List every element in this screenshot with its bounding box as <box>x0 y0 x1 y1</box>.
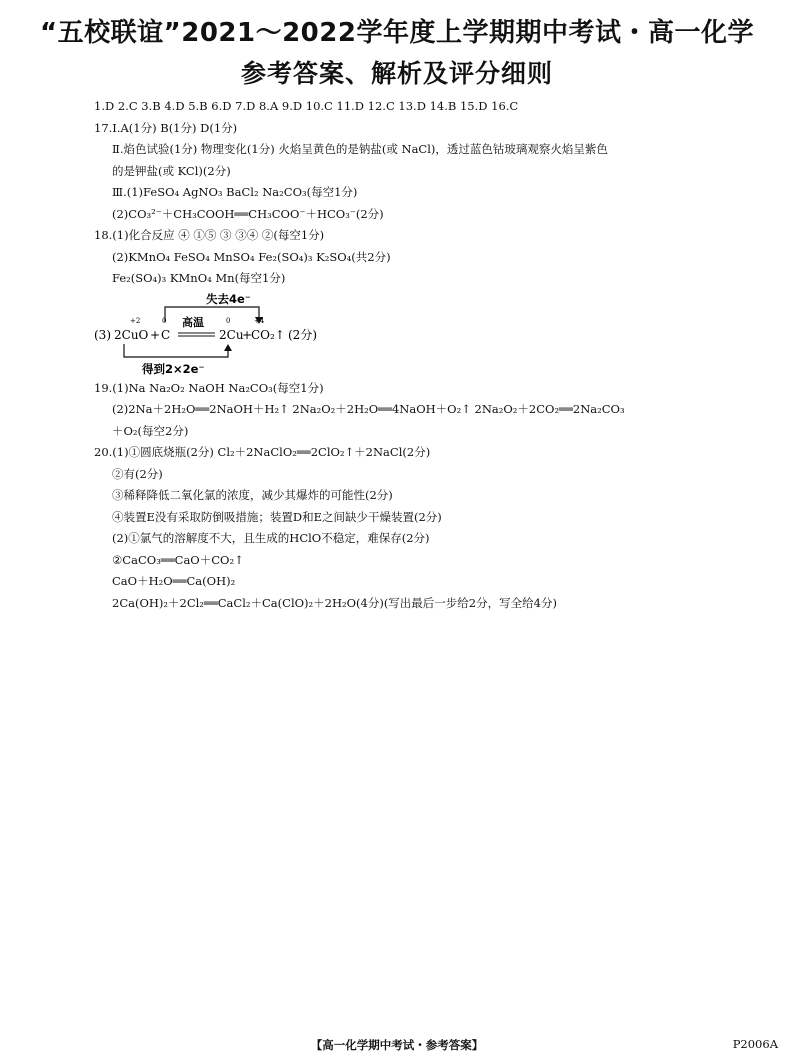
ox-state-cu-product: 0 <box>226 316 231 325</box>
reactant-cuo: 2CuO <box>114 327 149 342</box>
ox-state-c-product: +4 <box>254 316 265 325</box>
reactant-c: C <box>161 327 171 342</box>
footer-code: P2006A <box>732 1037 778 1051</box>
product-cu: 2Cu <box>219 327 244 342</box>
q19-part2-cont: ＋O₂(每空2分) <box>112 423 189 438</box>
q18-part1: 18.(1)化合反应 ④ ①⑤ ③ ③④ ②(每空1分) <box>94 228 325 242</box>
page-subtitle: 参考答案、解析及评分细则 <box>240 59 553 88</box>
q20-part6: ②CaCO₃══CaO＋CO₂↑ <box>112 552 244 567</box>
q20-part2: ②有(2分) <box>112 466 163 481</box>
q18-part2: (2)KMnO₄ FeSO₄ MnSO₄ Fe₂(SO₄)₃ K₂SO₄(共2分) <box>112 249 391 264</box>
page-footer <box>0 1037 794 1055</box>
diagram-score: (2分) <box>288 327 317 342</box>
mc-answers: 1.D 2.C 3.B 4.D 5.B 6.D 7.D 8.A 9.D 10.C 11.D 12.C 13.D 14.B 15.D 16.C <box>94 99 519 113</box>
plus-sign: + <box>150 327 161 342</box>
diagram-prefix: (3) <box>94 327 111 342</box>
product-co2: CO₂↑ <box>251 327 285 342</box>
gain-electron-label: 得到2×2e⁻ <box>142 361 205 376</box>
lose-electron-bracket <box>165 307 259 322</box>
q17-part2: Ⅱ.焰色试验(1分) 物理变化(1分) 火焰呈黄色的是钠盐(或 NaCl)，透过蓝色钴玻璃观察火焰呈紫色 <box>112 142 608 156</box>
q19-part2: (2)2Na＋2H₂O══2NaOH＋H₂↑ 2Na₂O₂＋2H₂O══4NaOH＋O₂↑ 2Na₂O₂＋2CO₂══2Na₂CO₃ <box>112 402 625 416</box>
q18-part2-cont: Fe₂(SO₄)₃ KMnO₄ Mn(每空1分) <box>112 271 286 285</box>
q20-part5: (2)①氯气的溶解度不大，且生成的HClO不稳定，难保存(2分) <box>112 531 430 545</box>
q20-part3: ③稀释降低二氧化氯的浓度，减少其爆炸的可能性(2分) <box>112 488 393 502</box>
q17-part1: 17.Ⅰ.A(1分) B(1分) D(1分) <box>94 120 238 135</box>
q17-part3-1: Ⅲ.(1)FeSO₄ AgNO₃ BaCl₂ Na₂CO₃(每空1分) <box>112 185 358 199</box>
q17-part2-cont: 的是钾盐(或 KCl)(2分) <box>112 163 231 178</box>
page-title: “五校联谊”2021～2022学年度上学期期中考试・高一化学 <box>40 18 754 48</box>
q17-part3-2: (2)CO₃²⁻＋CH₃COOH══CH₃COO⁻＋HCO₃⁻(2分) <box>112 206 384 221</box>
answer-content <box>94 96 784 614</box>
reaction-condition: 高温 <box>182 315 204 329</box>
lose-electron-label: 失去4e⁻ <box>206 291 251 306</box>
redox-bridge-svg <box>94 290 394 378</box>
plus-sign-2: + <box>242 327 253 342</box>
q20-part4: ④装置E没有采取防倒吸措施；装置D和E之间缺少干燥装置(2分) <box>112 509 442 524</box>
q20-part8: 2Ca(OH)₂＋2Cl₂══CaCl₂＋Ca(ClO)₂＋2H₂O(4分)(写出最后一步给2分，写全给4分) <box>112 595 557 610</box>
ox-state-cu-reactant: +2 <box>130 316 141 325</box>
ox-state-c-reactant: 0 <box>162 316 167 325</box>
q19-part1: 19.(1)Na Na₂O₂ NaOH Na₂CO₃(每空1分) <box>94 380 324 395</box>
q20-part7: CaO＋H₂O══Ca(OH)₂ <box>112 574 236 588</box>
q20-part1: 20.(1)①圆底烧瓶(2分) Cl₂＋2NaClO₂══2ClO₂↑＋2NaCl(2分) <box>94 445 431 459</box>
gain-arrow-icon <box>224 344 232 351</box>
gain-electron-bracket <box>124 344 228 357</box>
footer-title: 【高一化学期中考试・参考答案】 <box>310 1038 484 1052</box>
electron-transfer-diagram <box>94 290 784 378</box>
